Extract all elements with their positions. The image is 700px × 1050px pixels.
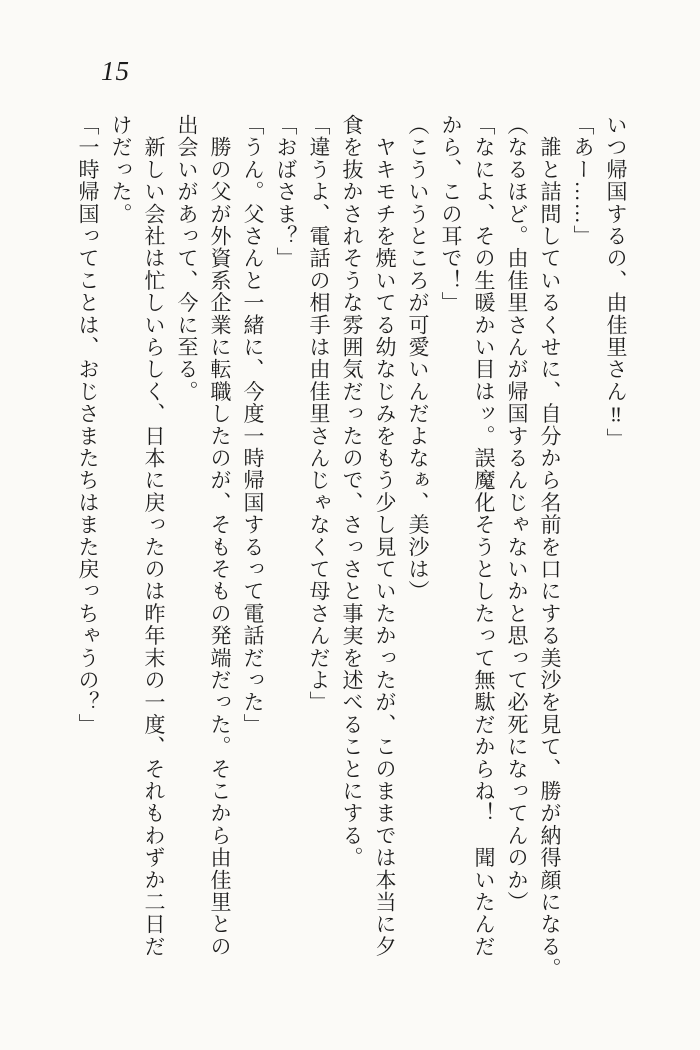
text-block [71,114,632,1024]
text-column: ヤキモチを焼いてる幼なじみをもう少し見ていたかったが、このままでは本当に夕 [373,114,397,958]
text-column: 「なによ、その生暖かい目はッ。誤魔化そうとしたって無駄だからね！ 聞いたんだ [472,114,496,958]
text-column: 新しい会社は忙しいらしく、日本に戻ったのは昨年末の一度、それもわずか二日だ [142,114,166,958]
text-column: けだった。 [109,114,133,225]
text-column: 「あー……」 [571,114,595,248]
text-column: から、この耳で！」 [439,114,463,314]
text-column: 「違うよ、電話の相手は由佳里さんじゃなくて母さんだよ」 [307,114,331,714]
text-column: 「うん。父さんと一緒に、今度一時帰国するって電話だった」 [241,114,265,736]
page-number: 15 [101,56,130,86]
text-column: 「一時帰国ってことは、おじさまたちはまた戻っちゃうの？」 [76,114,100,736]
text-column: 勝の父が外資系企業に転職したのが、そもそもの発端だった。そこから由佳里との [208,114,232,958]
text-column: いつ帰国するの、由佳里さん‼」 [604,114,628,450]
text-column: 誰と詰問しているくせに、自分から名前を口にする美沙を見て、勝が納得顔になる。 [538,114,562,980]
text-column: 「おばさま？」 [274,114,298,270]
text-column: （なるほど。由佳里さんが帰国するんじゃないかと思って必死になってんのか） [505,114,529,914]
text-column: （こういうところが可愛いんだよなぁ、美沙は） [406,114,430,603]
text-column: 出会いがあって、今に至る。 [175,114,199,403]
text-column: 食を抜かされそうな雰囲気だったので、さっさと事実を述べることにする。 [340,114,364,869]
